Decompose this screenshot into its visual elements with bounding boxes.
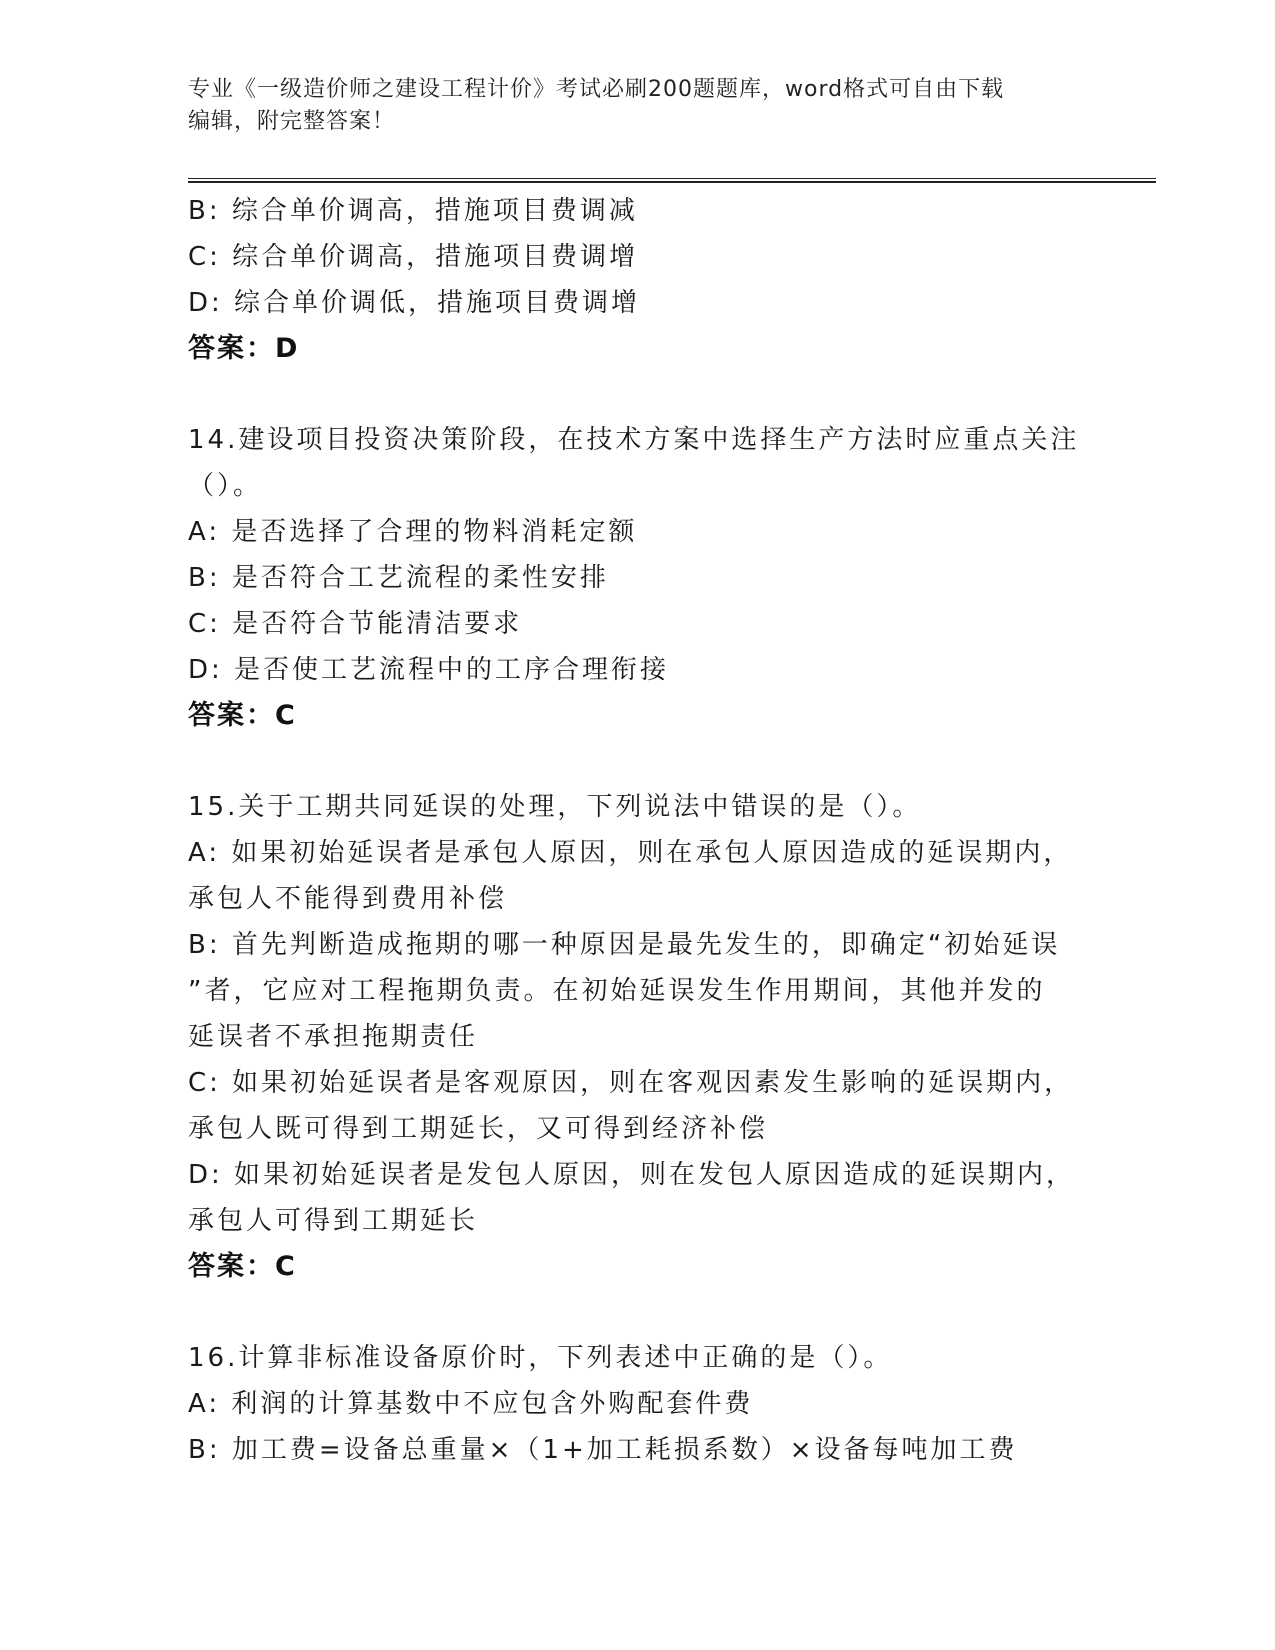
question-16 (188, 1335, 1088, 1473)
question-stem-line: 14.建设项目投资决策阶段，在技术方案中选择生产方法时应重点关注 (188, 425, 1080, 455)
option-b-continued: 延误者不承担拖期责任 (188, 1022, 479, 1052)
option-b-continued: ”者，它应对工程拖期负责。在初始延误发生作用期间，其他并发的 (188, 976, 1046, 1006)
answer-line: 答案：C (188, 700, 297, 731)
answer-line: 答案：C (188, 1251, 297, 1282)
option-d: D: 如果初始延误者是发包人原因，则在发包人原因造成的延误期内， (188, 1160, 1076, 1190)
option-b: B: 综合单价调高，措施项目费调减 (188, 196, 638, 226)
page-header (188, 74, 1068, 138)
option-a: A: 利润的计算基数中不应包含外购配套件费 (188, 1389, 754, 1419)
option-b: B: 是否符合工艺流程的柔性安排 (188, 563, 609, 593)
option-d: D: 综合单价调低，措施项目费调增 (188, 288, 641, 318)
header-line-1: 专业《一级造价师之建设工程计价》考试必刷200题题库，word格式可自由下载 (188, 77, 1005, 102)
header-line-2: 编辑，附完整答案！ (188, 109, 396, 134)
option-c: C: 是否符合节能清洁要求 (188, 609, 523, 639)
spacer (188, 372, 1088, 417)
spacer (188, 1290, 1088, 1335)
option-c: C: 如果初始延误者是客观原因，则在客观因素发生影响的延误期内， (188, 1068, 1074, 1098)
header-divider (188, 178, 1156, 183)
option-c-continued: 承包人既可得到工期延长，又可得到经济补偿 (188, 1114, 769, 1144)
option-c: C: 综合单价调高，措施项目费调增 (188, 242, 639, 272)
question-14 (188, 417, 1088, 739)
option-b: B: 首先判断造成拖期的哪一种原因是最先发生的，即确定“初始延误 (188, 930, 1061, 960)
question-15 (188, 784, 1088, 1290)
option-a-continued: 承包人不能得到费用补偿 (188, 884, 508, 914)
option-d: D: 是否使工艺流程中的工序合理衔接 (188, 655, 670, 685)
question-stem-line: 16.计算非标准设备原价时，下列表述中正确的是（）。 (188, 1343, 893, 1373)
question-13-continuation (188, 188, 1088, 372)
option-d-continued: 承包人可得到工期延长 (188, 1206, 479, 1236)
spacer (188, 739, 1088, 784)
question-stem-line: （）。 (188, 471, 263, 501)
option-a: A: 是否选择了合理的物料消耗定额 (188, 517, 638, 547)
option-a: A: 如果初始延误者是承包人原因，则在承包人原因造成的延误期内， (188, 838, 1073, 868)
question-content (188, 188, 1088, 1473)
answer-line: 答案：D (188, 333, 300, 364)
option-b: B: 加工费=设备总重量×（1+加工耗损系数）×设备每吨加工费 (188, 1435, 1018, 1465)
question-stem-line: 15.关于工期共同延误的处理，下列说法中错误的是（）。 (188, 792, 922, 822)
